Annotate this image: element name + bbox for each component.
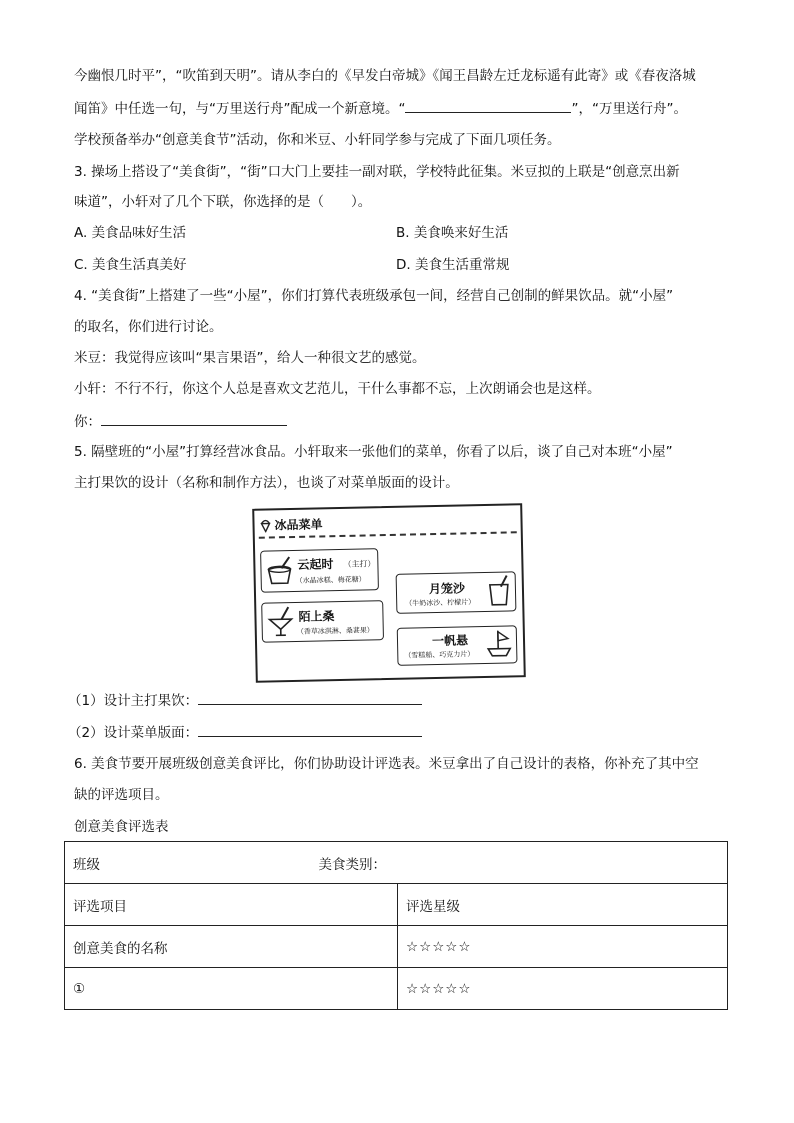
menu-card <box>260 548 379 592</box>
table-row <box>65 884 728 926</box>
answer-blank[interactable] <box>198 722 422 737</box>
sub-question-label: （1）设计主打果饮： <box>68 693 199 709</box>
option-a[interactable]: A. 美食品味好生活 <box>74 225 187 241</box>
option-c[interactable]: C. 美食生活真美好 <box>74 257 187 273</box>
star-rating[interactable]: ☆☆☆☆☆ <box>398 926 728 968</box>
option-d[interactable]: D. 美食生活重常规 <box>396 257 510 273</box>
answer-blank[interactable] <box>405 98 571 113</box>
sub-question-1 <box>68 690 728 711</box>
option-row <box>74 255 728 275</box>
menu-title: 冰品菜单 <box>274 517 323 533</box>
menu-item-name: 陌上桑 <box>298 609 335 624</box>
menu-item-desc: （牛奶冰沙、柠檬片） <box>405 598 476 608</box>
table-row <box>65 842 728 884</box>
question-5-cont: 主打果饮的设计（名称和制作方法），也谈了对菜单版面的设计。 <box>74 475 459 491</box>
table-cell: 创意美食的名称 <box>65 926 398 968</box>
table-header-cell <box>65 842 728 884</box>
star-rating[interactable]: ☆☆☆☆☆ <box>398 968 728 1010</box>
menu-item-tag: （主打） <box>343 559 376 569</box>
menu-item-desc: （雪糕船、巧克力片） <box>404 650 475 660</box>
menu-card <box>396 571 517 614</box>
question-5: 5. 隔壁班的“小屋”打算经营冰食品。小轩取来一张他们的菜单，你看了以后，谈了自己对本班“小屋” <box>74 444 673 460</box>
sub-question-label: （2）设计菜单版面： <box>68 725 199 741</box>
sundae-glass-icon <box>267 605 294 638</box>
dessert-bowl-icon <box>265 555 294 588</box>
question-6: 6. 美食节要开展班级创意美食评比，你们协助设计评选表。米豆拿出了自己设计的表格，你补充了其中空 <box>74 756 699 772</box>
menu-item-desc: （水晶冰糕、梅花糖） <box>295 575 366 585</box>
menu-item-name: 月笼沙 <box>428 581 466 597</box>
text-line <box>74 98 728 119</box>
category-label: 美食类别： <box>318 856 386 873</box>
answer-label: 你： <box>74 414 101 430</box>
class-label: 班级 <box>73 856 100 873</box>
sailboat-dessert-icon <box>486 628 513 659</box>
sub-question-2 <box>68 722 728 743</box>
table-row <box>65 968 728 1010</box>
question-4-cont: 的取名，你们进行讨论。 <box>74 319 223 335</box>
column-header: 评选项目 <box>65 884 398 926</box>
text-line: 学校预备举办“创意美食节”活动，你和米豆、小轩同学参与完成了下面几项任务。 <box>74 132 561 148</box>
question-4: 4. “美食街”上搭建了一些“小屋”，你们打算代表班级承包一间，经营自己创制的鲜果饮品。就“小屋” <box>74 288 674 304</box>
dialogue-midou: 米豆：我觉得应该叫“果言果语”，给人一种很文艺的感觉。 <box>74 350 426 366</box>
question-3-cont: 味道”，小轩对了几个下联，你选择的是（ ）。 <box>74 194 372 210</box>
option-b[interactable]: B. 美食唤来好生活 <box>396 225 509 241</box>
menu-illustration <box>252 503 526 683</box>
question-3: 3. 操场上搭设了“美食街”，“街”口大门上要挂一副对联，学校特此征集。米豆拟的上联是“创意烹出新 <box>74 164 680 180</box>
dialogue-xiaoxuan: 小轩：不行不行，你这个人总是喜欢文艺范儿，干什么事都不忘，上次朗诵会也是这样。 <box>74 381 601 397</box>
evaluation-table <box>64 841 728 1010</box>
question-6-cont: 缺的评选项目。 <box>74 787 169 803</box>
text-segment: ”，“万里送行舟”。 <box>571 101 687 117</box>
table-row <box>65 926 728 968</box>
text-line: 今幽恨几时平”，“吹笛到天明”。请从李白的《早发白帝城》《闻王昌龄左迁龙标遥有此寄》或《春夜洛城 <box>74 68 696 84</box>
ice-cream-cone-icon <box>260 518 270 532</box>
drink-cup-icon <box>487 574 512 606</box>
column-header: 评选星级 <box>398 884 728 926</box>
text-segment: 闻笛》中任选一句，与“万里送行舟”配成一个新意境。“ <box>74 101 406 117</box>
answer-blank[interactable] <box>198 690 422 705</box>
table-title: 创意美食评选表 <box>74 819 169 835</box>
menu-item-name: 一帆悬 <box>431 633 469 649</box>
table-cell[interactable]: ① <box>65 968 398 1010</box>
menu-item-name: 云起时 <box>297 557 334 572</box>
menu-card <box>261 600 384 643</box>
answer-line <box>74 411 728 432</box>
answer-blank[interactable] <box>101 411 287 426</box>
menu-card <box>397 625 518 666</box>
menu-item-desc: （香草冰淇淋、桑葚果） <box>296 626 374 636</box>
option-row <box>74 223 728 243</box>
